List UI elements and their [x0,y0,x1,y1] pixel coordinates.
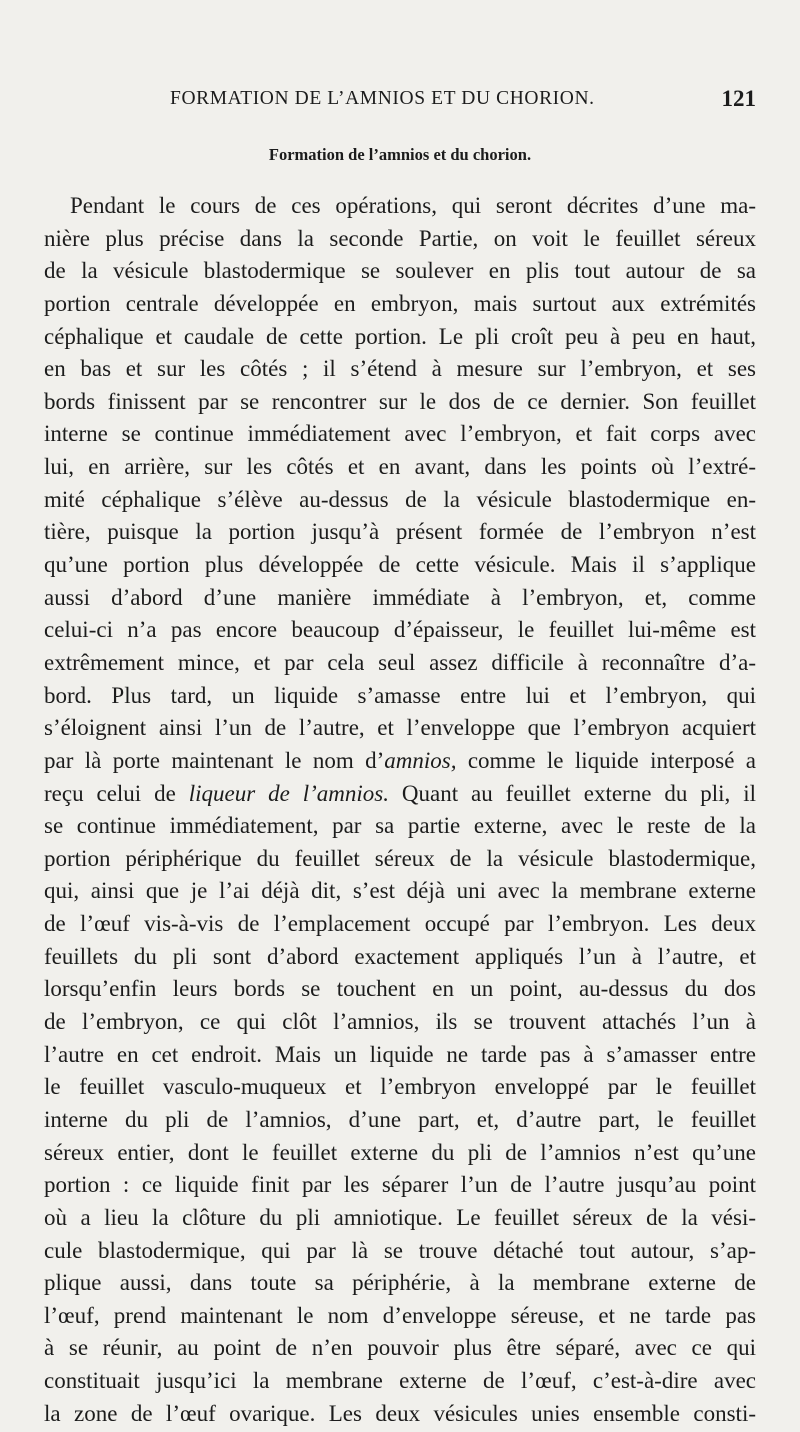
text-run: par là porte maintenant le nom d’ [44,747,385,773]
text-line: interne du pli de l’amnios, d’une part, et, d’autre part, le feuillet [44,1106,756,1132]
text-run: comme le liquide interposé a [456,747,756,773]
text-line: aussi d’abord d’une manière immédiate à l’embryon, et, comme [44,584,756,610]
text-line: tière, puisque la portion jusqu’à présent formée de l’embryon n’est [44,519,756,545]
text-line: l’œuf, prend maintenant le nom d’enveloppe séreuse, et ne tarde pas [44,1302,756,1328]
text-run: reçu celui de [44,780,189,806]
text-line: bord. Plus tard, un liquide s’amasse entre lui et l’embryon, qui [44,682,756,708]
text-line: constituait jusqu’ici la membrane externe de l’œuf, c’est-à-dire avec [44,1368,756,1394]
page-number: 121 [721,86,756,111]
text-line: mité céphalique s’élève au-dessus de la vésicule blastodermique en- [44,486,756,512]
text-line: portion périphérique du feuillet séreux de la vésicule blastodermique, [44,845,756,871]
text-line: feuillets du pli sont d’abord exactement appliqués l’un à l’autre, et [44,943,756,969]
text-line: qui, ainsi que je l’ai déjà dit, s’est déjà uni avec la membrane externe [44,878,756,904]
text-line: bords finissent par se rencontrer sur le dos de ce dernier. Son feuillet [44,388,756,414]
text-line [44,778,756,811]
text-run: Quant au feuillet externe du pli, il [389,780,756,806]
text-line: interne se continue immédiatement avec l’embryon, et fait corps avec [44,421,756,447]
italic-term: liqueur de l’amnios. [188,780,389,806]
text-line: plique aussi, dans toute sa périphérie, à la membrane externe de [44,1270,756,1296]
body-text [44,190,756,1430]
text-line: celui-ci n’a pas encore beaucoup d’épaisseur, le feuillet lui-même est [44,617,756,643]
italic-term: amnios, [384,747,457,773]
text-line: la zone de l’œuf ovarique. Les deux vésicules unies ensemble consti- [44,1400,756,1426]
text-line: lorsqu’enfin leurs bords se touchent en un point, au-dessus du dos [44,976,756,1002]
text-line: l’autre en cet endroit. Mais un liquide ne tarde pas à s’amasser entre [44,1041,756,1067]
text-line: en bas et sur les côtés ; il s’étend à mesure sur l’embryon, et ses [44,356,756,382]
text-line: Pendant le cours de ces opérations, qui seront décrites d’une ma- [70,193,756,218]
text-line: portion : ce liquide finit par les séparer l’un de l’autre jusqu’au point [44,1172,756,1198]
text-line: cule blastodermique, qui par là se trouve détaché tout autour, s’ap- [44,1237,756,1263]
running-title: FORMATION DE L’AMNIOS ET DU CHORION. [170,88,595,109]
text-line: à se réunir, au point de n’en pouvoir plus être séparé, avec ce qui [44,1335,756,1361]
text-line: séreux entier, dont le feuillet externe du pli de l’amnios n’est qu’une [44,1139,756,1165]
text-line: céphalique et caudale de cette portion. Le pli croît peu à peu en haut, [44,323,756,349]
text-line: extrêmement mince, et par cela seul assez difficile à reconnaître d’a- [44,649,756,675]
text-line: s’éloignent ainsi l’un de l’autre, et l’enveloppe que l’embryon acquiert [44,715,756,741]
text-line: où a lieu la clôture du pli amniotique. Le feuillet séreux de la vési- [44,1204,756,1230]
text-line: nière plus précise dans la seconde Partie, on voit le feuillet séreux [44,225,756,251]
text-line: le feuillet vasculo-muqueux et l’embryon enveloppé par le feuillet [44,1074,756,1100]
text-line [44,745,756,778]
text-line: qu’une portion plus développée de cette vésicule. Mais il s’applique [44,552,756,578]
section-title: Formation de l’amnios et du chorion. [268,145,532,164]
text-line: de l’œuf vis-à-vis de l’emplacement occupé par l’embryon. Les deux [44,911,756,937]
text-line: portion centrale développée en embryon, mais surtout aux extrémités [44,290,756,316]
text-line: de la vésicule blastodermique se soulever en plis tout autour de sa [44,258,756,284]
text-line: se continue immédiatement, par sa partie externe, avec le reste de la [44,813,756,839]
running-head [44,88,756,118]
text-line: lui, en arrière, sur les côtés et en avant, dans les points où l’extré- [44,454,756,480]
text-line: de l’embryon, ce qui clôt l’amnios, ils se trouvent attachés l’un à [44,1009,756,1035]
